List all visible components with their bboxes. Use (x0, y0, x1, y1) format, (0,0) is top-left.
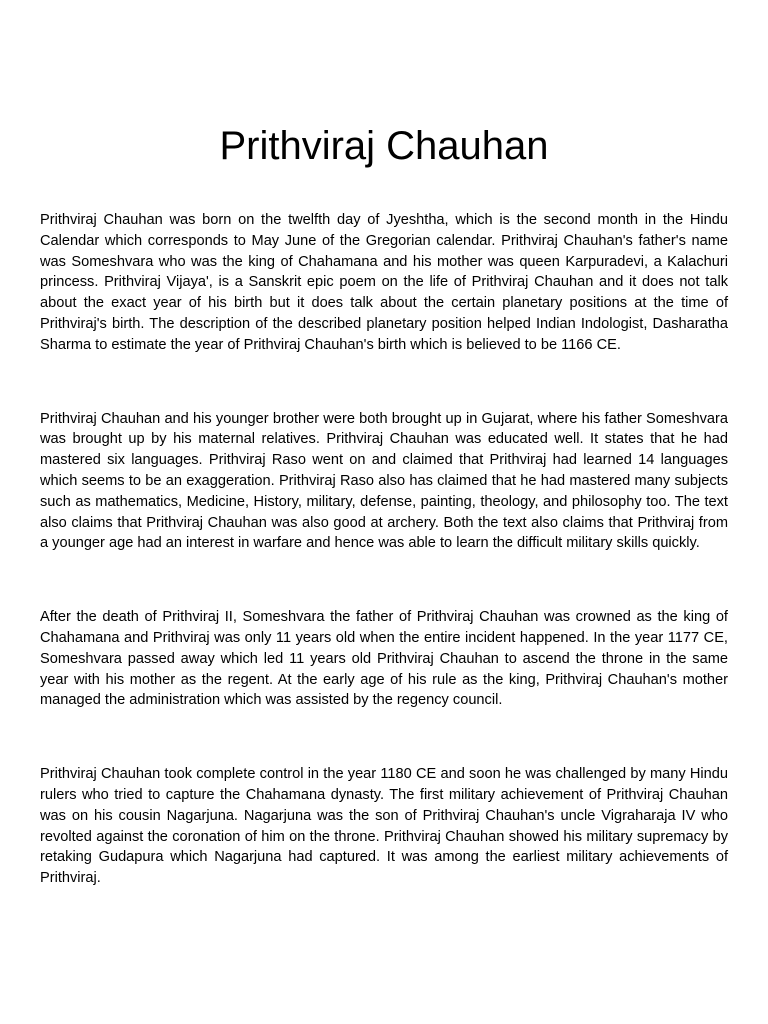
page-title: Prithviraj Chauhan (219, 124, 549, 168)
paragraph-ascension: After the death of Prithviraj II, Someshvara the father of Prithviraj Chauhan was crowned as the king of Chahamana and Prithviraj was only 11 years old when the entire incident happened. In the year 1177 CE, Someshvara passed away which led 11 years old Prithviraj Chauhan to ascend the throne in the same year with his mother as the regent. At the early age of his rule as the king, Prithviraj Chauhan's mother managed the administration which was assisted by the regency council. (40, 609, 728, 709)
paragraph-upbringing: Prithviraj Chauhan and his younger brother were both brought up in Gujarat, where his father Someshvara was brought up by his maternal relatives. Prithviraj Chauhan was educated well. It states that he had mastered six languages. Prithviraj Raso went on and claimed that Prithviraj had learned 14 languages which seems to be an exaggeration. Prithviraj Raso also has claimed that he had mastered many subjects such as mathematics, Medicine, History, military, defense, painting, theology, and philosophy too. The text also claims that Prithviraj Chauhan was also good at archery. Both the text also claims that Prithviraj from a younger age had an interest in warfare and hence was able to learn the difficult military skills quickly. (40, 410, 728, 552)
document-body (40, 210, 728, 889)
paragraph-military: Prithviraj Chauhan took complete control in the year 1180 CE and soon he was challenged by many Hindu rulers who tried to capture the Chahamana dynasty. The first military achievement of Prithviraj Chauhan was on his cousin Nagarjuna. Nagarjuna was the son of Prithviraj Chauhan's uncle Vigraharaja IV who revolted against the coronation of him on the throne. Prithviraj Chauhan showed his military supremacy by retaking Gudapura which Nagarjuna had captured. It was among the earliest military achievements of Prithviraj. (40, 766, 728, 887)
paragraph-birth: Prithviraj Chauhan was born on the twelfth day of Jyeshtha, which is the second month in the Hindu Calendar which corresponds to May June of the Gregorian calendar. Prithviraj Chauhan's father's name was Someshvara who was the king of Chahamana and his mother was queen Karpuradevi, a Kalachuri princess. Prithviraj Vijaya', is a Sanskrit epic poem on the life of Prithviraj Chauhan and it does not talk about the exact year of his birth but it does talk about the certain planetary positions at the time of Prithviraj's birth. The description of the described planetary position helped Indian Indologist, Dasharatha Sharma to estimate the year of Prithviraj Chauhan's birth which is believed to be 1166 CE. (40, 212, 728, 353)
